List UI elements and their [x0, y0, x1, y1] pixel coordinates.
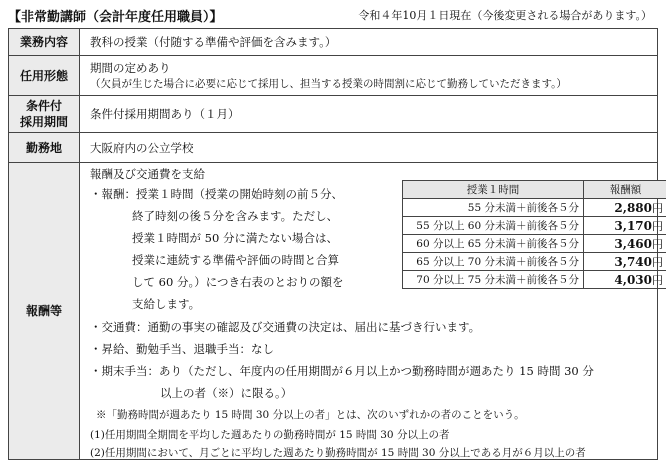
rate-amount: 2,880 [614, 200, 652, 215]
rate-unit: 円 [652, 237, 663, 251]
rate-amount: 3,740 [614, 254, 652, 269]
document-header [8, 4, 658, 26]
rate-unit: 円 [652, 273, 663, 287]
rate-amount-cell [584, 271, 666, 289]
rate-header-amount: 報酬額 [584, 181, 666, 199]
rate-header-hour: 授業１時間 [403, 181, 584, 199]
bonus-line-1: ・期末手当：あり（ただし、年度内の任用期間が６月以上かつ勤務時間が週あたり 15 時間 30 分 [90, 364, 594, 378]
row-probation [9, 96, 658, 133]
rate-row [403, 235, 666, 253]
note-item-2: (2)任用期間において、月ごとに平均した週あたり勤務時間が 15 時間 30 分以上である月が６月以上の者 [90, 447, 586, 459]
rate-condition: 55 分未満＋前後各５分 [403, 199, 584, 217]
reward-line-2: 終了時刻の後５分を含みます。ただし、 [132, 209, 339, 223]
rate-row [403, 199, 666, 217]
reward-line-4: 授業に連続する準備や評価の時間と合算 [132, 253, 339, 267]
rate-row [403, 253, 666, 271]
employment-line2: （欠員が生じた場合に必要に応じて採用し、担当する授業の時間割に応じて勤務していただきます。） [90, 77, 567, 90]
probation-label-line2: 採用期間 [19, 115, 68, 129]
pay-content [80, 163, 663, 459]
reward-line-1: ・報酬：授業１時間（授業の開始時刻の前５分、 [90, 187, 343, 201]
rate-amount: 4,030 [614, 272, 652, 287]
rate-amount-cell [584, 253, 666, 271]
rate-unit: 円 [652, 201, 663, 215]
bonus-line-2: 以上の者（※）に限る。） [160, 386, 293, 400]
rate-amount-cell [584, 199, 666, 217]
row-employment [9, 56, 658, 96]
transport-line: ・交通費：通勤の事実の確認及び交通費の決定は、届出に基づき行います。 [90, 320, 481, 334]
rate-amount-cell [584, 217, 666, 235]
row-duties [9, 29, 658, 56]
rate-amount: 3,170 [614, 218, 652, 233]
rate-amount: 3,460 [614, 236, 652, 251]
row-pay [9, 163, 658, 460]
rate-table [402, 180, 666, 289]
pay-value [80, 163, 663, 460]
rate-row [403, 271, 666, 289]
reward-line-5: して 60 分。）につき右表のとおりの額を [132, 275, 344, 289]
rate-condition: 70 分以上 75 分未満＋前後各５分 [403, 271, 584, 289]
probation-value: 条件付採用期間あり（１月） [80, 96, 658, 133]
rate-unit: 円 [652, 219, 663, 233]
rate-condition: 55 分以上 60 分未満＋前後各５分 [403, 217, 584, 235]
document-title: 【非常勤講師（会計年度任用職員）】 [8, 10, 223, 25]
date-note: 令和４年10月１日現在（今後変更される場合があります。） [358, 9, 652, 22]
rate-table-header [403, 181, 666, 199]
row-workplace [9, 133, 658, 163]
rate-amount-cell [584, 235, 666, 253]
rate-row [403, 217, 666, 235]
employment-line1: 期間の定めあり [90, 60, 171, 75]
reward-line-6: 支給します。 [132, 297, 201, 311]
pay-intro: 報酬及び交通費を支給 [90, 167, 205, 181]
rate-unit: 円 [652, 255, 663, 269]
employment-label: 任用形態 [9, 56, 80, 96]
pay-label: 報酬等 [9, 163, 80, 460]
rate-condition: 65 分以上 70 分未満＋前後各５分 [403, 253, 584, 271]
raise-line: ・昇給、勤勉手当、退職手当：なし [90, 342, 274, 356]
duties-label: 業務内容 [9, 29, 80, 56]
note-line: ※「勤務時間が週あたり 15 時間 30 分以上の者」とは、次のいずれかの者のことをいう。 [96, 409, 525, 421]
probation-label-line1: 条件付 [25, 99, 62, 113]
duties-value: 教科の授業（付随する準備や評価を含みます。） [80, 29, 658, 56]
workplace-value: 大阪府内の公立学校 [80, 133, 658, 163]
probation-label [9, 96, 80, 133]
job-info-table [8, 28, 663, 460]
workplace-label: 勤務地 [9, 133, 80, 163]
reward-line-3: 授業１時間が 50 分に満たない場合は、 [132, 231, 338, 245]
employment-value [80, 56, 658, 96]
rate-condition: 60 分以上 65 分未満＋前後各５分 [403, 235, 584, 253]
note-item-1: (1)任用期間全期間を平均した週あたりの勤務時間が 15 時間 30 分以上の者 [90, 429, 450, 441]
